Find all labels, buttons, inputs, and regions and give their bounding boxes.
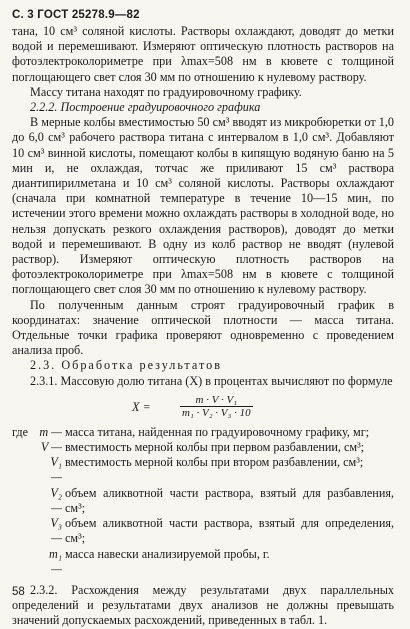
definition-symbol: m₁ — <box>48 546 62 576</box>
definition-symbol: m — <box>39 424 62 439</box>
paragraph-calibration-procedure: В мерные колбы вместимостью 50 см³ вводят из микробюретки от 1,0 до 6,0 см³ рабочего раствора титана с интервалом в 1,0 см³. Добавляют 10 см³ винной кислоты, помещают колбы в кипящую водяную баню на 5 мин и, не охлаждая, тотчас же приливают 15 см³ раствора диантипирилметана и 10 см³ соляной кислоты. Растворы охлаждают (сначала при комнатной температуре в течение 10—15 мин, по истечении этого времени можно охлаждать растворы в холодной воде, но нельзя допускать резкого охлаждения растворов), доводят до метки водой и перемешивают. В одну из колб раствор не вводят (нулевой раствор). Измеряют оптическую плотность растворов на фотоэлектроколориметре при λmax=508 нм в кювете с толщиной поглощающего свет слоя 30 мм по отношению к нулевому раствору. <box>12 115 394 297</box>
where-label: где <box>12 424 29 439</box>
definition-row <box>12 547 394 577</box>
definition-symbol: V — <box>40 440 62 455</box>
definition-row <box>12 440 394 455</box>
formula-fraction <box>180 394 253 419</box>
formula-lhs: X = <box>132 399 151 414</box>
definition-text: объем аликвотной части раствора, взятый для разбавления, см³; <box>65 485 394 515</box>
page-header: С. 3 ГОСТ 25278.9—82 <box>12 9 140 21</box>
formula <box>12 394 394 420</box>
definition-text: масса навески анализируемой пробы, г. <box>65 546 270 561</box>
paragraph-2-3-1: 2.3.1. Массовую долю титана (X) в процентах вычисляют по формуле <box>30 373 393 388</box>
definition-text: масса титана, найденная по градуировочному графику, мг; <box>65 424 370 439</box>
variable-definitions <box>12 425 394 577</box>
heading-2-2-2: 2.2.2. Построение градуировочного графика <box>30 100 261 115</box>
definition-row <box>12 516 394 546</box>
definition-text: вместимость мерной колбы при первом разбавлении, см³; <box>65 440 365 455</box>
definition-text: объем аликвотной части раствора, взятый для определения, см³; <box>65 516 394 546</box>
definition-text: вместимость мерной колбы при втором разбавлении, см³; <box>65 455 364 470</box>
page-number: 58 <box>12 586 25 598</box>
definition-symbol: V₁ — <box>50 455 62 485</box>
formula-numerator: m · V · V₁ <box>180 394 253 407</box>
document-body <box>12 24 394 629</box>
definition-row <box>12 425 394 440</box>
paragraph-calibration-graph: По полученным данным строят градуировочный график в координатах: значение оптической плотности — масса титана. Отдельные точки графика проверяют одновременно с проведением анализа проб. <box>12 297 394 358</box>
paragraph-mass-titanium: Массу титана находят по градуировочному графику. <box>30 84 302 99</box>
definition-row <box>12 455 394 485</box>
paragraph-continuation: тана, 10 см³ соляной кислоты. Растворы охлаждают, доводят до метки водой и перемешивают. Измеряют оптическую плотность растворов на фотоэлектроколориметре при λmax=508 нм в кювете с толщиной поглощающего свет слоя 30 мм по отношению к нулевому раствору. <box>12 24 394 84</box>
definition-symbol: V₃ — <box>50 516 62 546</box>
formula-denominator: m₁ · V₂ · V₃ · 10 <box>182 406 251 419</box>
definition-row <box>12 486 394 516</box>
definition-symbol: V₂ — <box>50 485 62 515</box>
heading-2-3: 2.3. Обработка результатов <box>30 358 223 373</box>
paragraph-2-3-2: 2.3.2. Расхождения между результатами двух параллельных определений и результатами двух анализов не должны превышать значений допускаемых расхождений, приведенных в табл. 1. <box>12 582 394 628</box>
